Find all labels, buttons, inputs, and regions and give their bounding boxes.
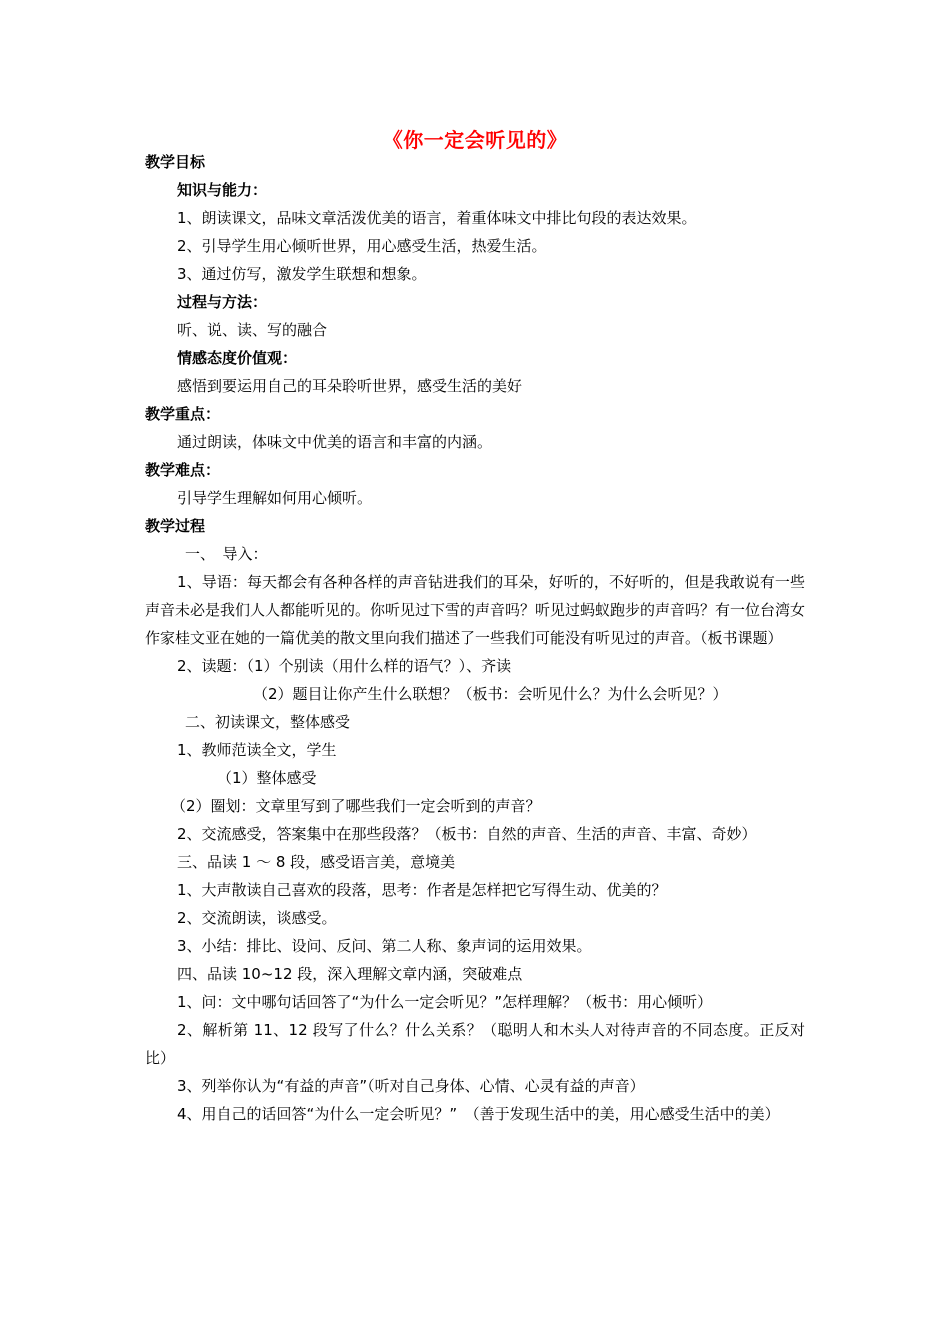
- step-text: 1、教师范读全文，学生: [177, 741, 337, 759]
- heading-key-points: 教学重点：: [145, 405, 221, 423]
- step-text: 1、大声散读自己喜欢的段落，思考：作者是怎样把它写得生动、优美的？: [177, 881, 667, 899]
- intro-paragraph: 1、导语：每天都会有各种各样的声音钻进我们的耳朵，好听的，不好听的，但是我敢说有一些声音未必是我们人人都能听见的。你听见过下雪的声音吗？听见过蚂蚁跑步的声音吗？有一位台湾女作家桂文亚在她的一篇优美的散文里向我们描述了一些我们可能没有听见过的声音。（板书课题）: [145, 573, 806, 647]
- section-read-1-8: 三、品读 1 ～ 8 段，感受语言美，意境美: [177, 853, 456, 871]
- difficulties-text: 引导学生理解如何用心倾听。: [177, 489, 373, 507]
- section-first-read: 二、初读课文，整体感受: [185, 713, 351, 731]
- heading-teaching-process: 教学过程: [145, 517, 206, 535]
- goal-item: 2、引导学生用心倾听世界，用心感受生活，热爱生活。: [177, 237, 547, 255]
- subheading-emotion: 情感态度价值观：: [177, 349, 298, 367]
- emotion-text: 感悟到要运用自己的耳朵聆听世界，感受生活的美好: [177, 377, 523, 395]
- section-read-10-12: 四、品读 10~12 段，深入理解文章内涵，突破难点: [177, 965, 523, 983]
- step-text: 2、交流朗读，谈感受。: [177, 909, 337, 927]
- step-text: 3、列举你认为“有益的声音”（听对自己身体、心情、心灵有益的声音）: [177, 1077, 645, 1095]
- section-intro: 一、 导入：: [185, 545, 268, 563]
- goal-item: 3、通过仿写，激发学生联想和想象。: [177, 265, 427, 283]
- step-paragraph: 2、交流感受，答案集中在那些段落？（板书：自然的声音、生活的声音、丰富、奇妙）: [177, 825, 757, 843]
- subheading-knowledge: 知识与能力：: [177, 181, 268, 199]
- document-title: 《你一定会听见的》: [382, 128, 568, 152]
- heading-difficulties: 教学难点：: [145, 461, 221, 479]
- step-text: 3、小结：排比、设问、反问、第二人称、象声词的运用效果。: [177, 937, 592, 955]
- document-body: [145, 148, 805, 1128]
- step-text: （2）圈划：文章里写到了哪些我们一定会听到的声音？: [171, 797, 541, 815]
- step-text: （1）整体感受: [217, 769, 317, 787]
- goal-item: 1、朗读课文，品味文章活泼优美的语言，着重体味文中排比句段的表达效果。: [177, 209, 697, 227]
- step-paragraph: 2、解析第 11、12 段写了什么？什么关系？（聪明人和木头人对待声音的不同态度。正反对比）: [145, 1021, 805, 1067]
- process-text: 听、说、读、写的融合: [177, 321, 328, 339]
- heading-teaching-goals: 教学目标: [145, 153, 206, 171]
- key-points-text: 通过朗读，体味文中优美的语言和丰富的内涵。: [177, 433, 493, 451]
- step-text: 2、读题：（1）个别读（用什么样的语气？）、齐读: [177, 657, 512, 675]
- step-text: （2）题目让你产生什么联想？（板书：会听见什么？为什么会听见？）: [253, 685, 728, 703]
- step-paragraph: 4、用自己的话回答“为什么一定会听见？” （善于发现生活中的美，用心感受生活中的美）: [177, 1105, 780, 1123]
- subheading-process: 过程与方法：: [177, 293, 268, 311]
- step-text: 1、问：文中哪句话回答了“为什么一定会听见？”怎样理解？（板书：用心倾听）: [177, 993, 713, 1011]
